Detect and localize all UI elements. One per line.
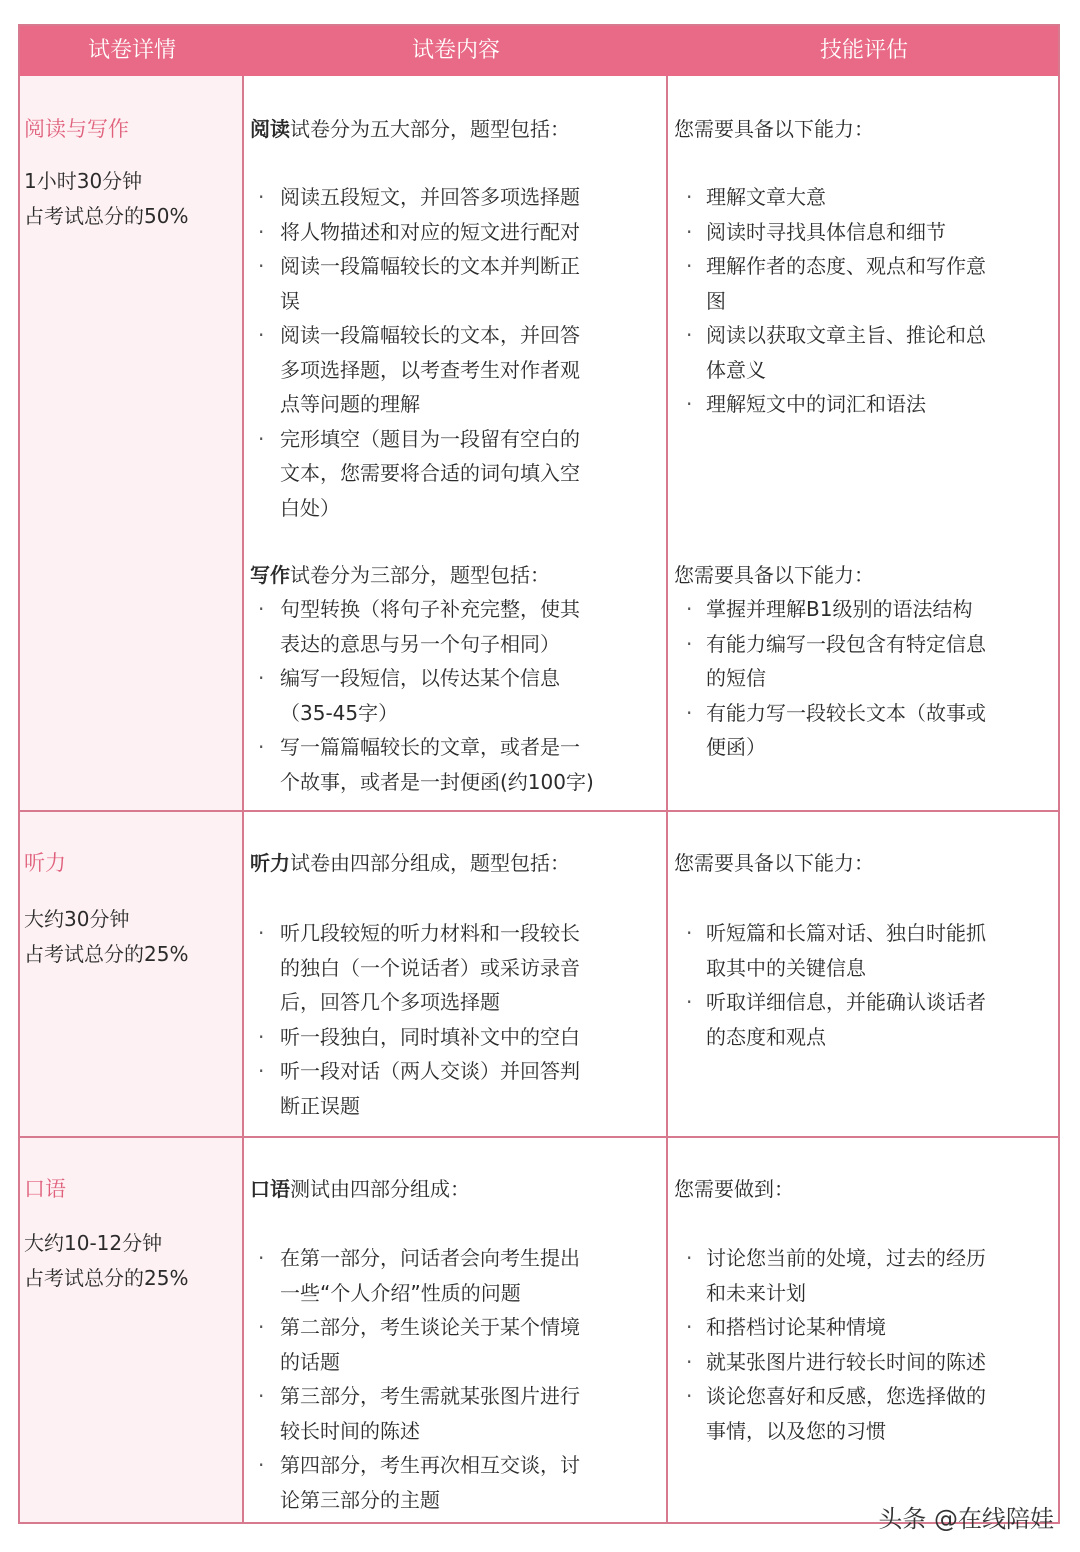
bullet-icon: · <box>686 185 693 209</box>
skill-item-line: 的短信 <box>706 666 766 690</box>
section-weight: 占考试总分的25% <box>24 1265 189 1290</box>
content-item-line: （35-45字） <box>280 700 399 725</box>
header-content: 试卷内容 <box>411 38 500 63</box>
content-item-line: 阅读五段短文，并回答多项选择题 <box>280 185 580 209</box>
section-title: 听力 <box>24 851 66 875</box>
skill-item-line: 的态度和观点 <box>706 1024 826 1049</box>
content-item-line: 断正误题 <box>280 1093 360 1118</box>
skills-intro: 您需要做到： <box>674 1177 794 1201</box>
bullet-icon: · <box>258 1315 265 1339</box>
bullet-icon: · <box>258 1246 265 1270</box>
section-title: 口语 <box>24 1177 66 1201</box>
row-divider <box>20 1136 1058 1138</box>
content-item-line: 听一段对话（两人交谈）并回答判 <box>280 1059 580 1083</box>
bullet-icon: · <box>258 1059 265 1083</box>
content-item-line: 第四部分，考生再次相互交谈，讨 <box>280 1453 580 1477</box>
bullet-icon: · <box>258 1024 265 1049</box>
bullet-icon: · <box>686 219 693 244</box>
skill-item-line: 听取详细信息，并能确认谈话者 <box>706 990 986 1014</box>
part-label: 写作 <box>250 563 290 587</box>
content-item-line: 误 <box>280 288 300 313</box>
content-item-line: 听一段独白，同时填补文中的空白 <box>280 1024 580 1049</box>
skill-item-line: 有能力写一段较长文本（故事或 <box>706 700 986 725</box>
skill-item-line: 取其中的关键信息 <box>706 955 866 980</box>
part-intro <box>250 1172 470 1207</box>
content-item-line: 点等问题的理解 <box>280 392 420 416</box>
column-divider <box>242 76 244 1522</box>
column-divider <box>666 76 668 1522</box>
skill-item-line: 就某张图片进行较长时间的陈述 <box>706 1349 986 1374</box>
content-item-line: 将人物描述和对应的短文进行配对 <box>280 219 580 244</box>
bullet-icon: · <box>258 666 265 690</box>
skill-item-line: 理解作者的态度、观点和写作意 <box>706 254 986 278</box>
skill-item-line: 理解短文中的词汇和语法 <box>706 392 926 416</box>
section-title: 阅读与写作 <box>24 117 129 141</box>
section-weight: 占考试总分的25% <box>24 941 189 966</box>
skill-item-line: 阅读以获取文章主旨、推论和总 <box>706 323 986 347</box>
bullet-icon: · <box>258 597 265 621</box>
section-weight: 占考试总分的50% <box>24 203 189 228</box>
content-item-line: 第二部分，考生谈论关于某个情境 <box>280 1315 580 1339</box>
content-item-line: 文本，您需要将合适的词句填入空 <box>280 461 580 485</box>
part-intro-text: 试卷分为三部分，题型包括： <box>290 563 550 587</box>
header-details: 试卷详情 <box>87 38 176 63</box>
content-item-line: 论第三部分的主题 <box>280 1487 440 1512</box>
skill-item-line: 图 <box>706 288 726 313</box>
header-skills: 技能评估 <box>819 38 908 63</box>
content-item-line: 阅读一段篇幅较长的文本，并回答 <box>280 323 580 347</box>
bullet-icon: · <box>686 254 693 278</box>
content-item-line: 听几段较短的听力材料和一段较长 <box>280 921 580 945</box>
part-label: 听力 <box>250 851 290 875</box>
content-item-line: 多项选择题，以考查考生对作者观 <box>280 357 580 382</box>
section-duration: 大约30分钟 <box>24 907 130 931</box>
skill-item-line: 事情，以及您的习惯 <box>706 1418 886 1443</box>
bullet-icon: · <box>686 631 693 656</box>
bullet-icon: · <box>258 426 265 451</box>
content-item-line: 在第一部分，问话者会向考生提出 <box>280 1246 580 1270</box>
bullet-icon: · <box>258 921 265 945</box>
content-item-line: 句型转换（将句子补充完整，使其 <box>280 597 580 621</box>
section-duration: 1小时30分钟 <box>24 169 143 193</box>
details-column-bg <box>20 76 243 1522</box>
content-item-line: 第三部分，考生需就某张图片进行 <box>280 1384 580 1408</box>
skills-intro: 您需要具备以下能力： <box>674 851 874 875</box>
skill-item-line: 有能力编写一段包含有特定信息 <box>706 631 986 656</box>
bullet-icon: · <box>686 1384 693 1408</box>
bullet-icon: · <box>686 597 693 621</box>
skill-item-line: 讨论您当前的处境，过去的经历 <box>706 1246 986 1270</box>
content-item-line: 完形填空（题目为一段留有空白的 <box>280 426 580 451</box>
skill-item-line: 便函） <box>706 735 766 759</box>
part-intro-text: 试卷由四部分组成，题型包括： <box>290 851 570 875</box>
skill-item-line: 阅读时寻找具体信息和细节 <box>706 219 946 244</box>
part-label: 口语 <box>250 1177 290 1201</box>
content-item-line: 白处） <box>280 495 340 520</box>
exam-table <box>18 24 1060 1524</box>
content-item-line: 后，回答几个多项选择题 <box>280 990 500 1014</box>
skill-item-line: 听短篇和长篇对话、独白时能抓 <box>706 921 986 945</box>
bullet-icon: · <box>686 323 693 347</box>
bullet-icon: · <box>686 990 693 1014</box>
skill-item-line: 和未来计划 <box>706 1280 806 1305</box>
bullet-icon: · <box>686 700 693 725</box>
content-item-line: 个故事，或者是一封便函(约100字) <box>280 769 594 794</box>
part-intro <box>250 846 570 881</box>
table-header <box>20 26 1058 76</box>
skill-item-line: 理解文章大意 <box>706 185 826 209</box>
part-intro <box>250 558 550 593</box>
skill-item-line: 谈论您喜好和反感，您选择做的 <box>706 1384 986 1408</box>
content-item-line: 一些“个人介绍”性质的问题 <box>280 1280 521 1305</box>
skills-intro: 您需要具备以下能力： <box>674 563 874 587</box>
content-item-line: 表达的意思与另一个句子相同） <box>280 631 560 656</box>
bullet-icon: · <box>686 1315 693 1339</box>
bullet-icon: · <box>258 254 265 278</box>
skill-item-line: 掌握并理解B1级别的语法结构 <box>706 597 973 621</box>
row-divider <box>20 810 1058 812</box>
bullet-icon: · <box>686 392 693 416</box>
bullet-icon: · <box>258 735 265 759</box>
part-intro <box>250 112 570 147</box>
bullet-icon: · <box>686 1246 693 1270</box>
part-intro-text: 试卷分为五大部分，题型包括： <box>290 117 570 141</box>
part-intro-text: 测试由四部分组成： <box>290 1177 470 1201</box>
content-item-line: 编写一段短信，以传达某个信息 <box>280 666 560 690</box>
skill-item-line: 和搭档讨论某种情境 <box>706 1315 886 1339</box>
skill-item-line: 体意义 <box>706 357 766 382</box>
bullet-icon: · <box>686 1349 693 1374</box>
section-duration: 大约10-12分钟 <box>24 1231 163 1255</box>
content-item-line: 较长时间的陈述 <box>280 1418 420 1443</box>
watermark: 头条 @在线陪娃 <box>878 1505 1054 1533</box>
content-item-line: 的独白（一个说话者）或采访录音 <box>280 955 580 980</box>
content-item-line: 的话题 <box>280 1349 340 1374</box>
part-label: 阅读 <box>250 117 290 141</box>
bullet-icon: · <box>258 219 265 244</box>
skills-intro: 您需要具备以下能力： <box>674 117 874 141</box>
bullet-icon: · <box>258 323 265 347</box>
bullet-icon: · <box>258 185 265 209</box>
bullet-icon: · <box>258 1384 265 1408</box>
content-item-line: 写一篇篇幅较长的文章，或者是一 <box>280 735 580 759</box>
bullet-icon: · <box>258 1453 265 1477</box>
bullet-icon: · <box>686 921 693 945</box>
content-item-line: 阅读一段篇幅较长的文本并判断正 <box>280 254 580 278</box>
